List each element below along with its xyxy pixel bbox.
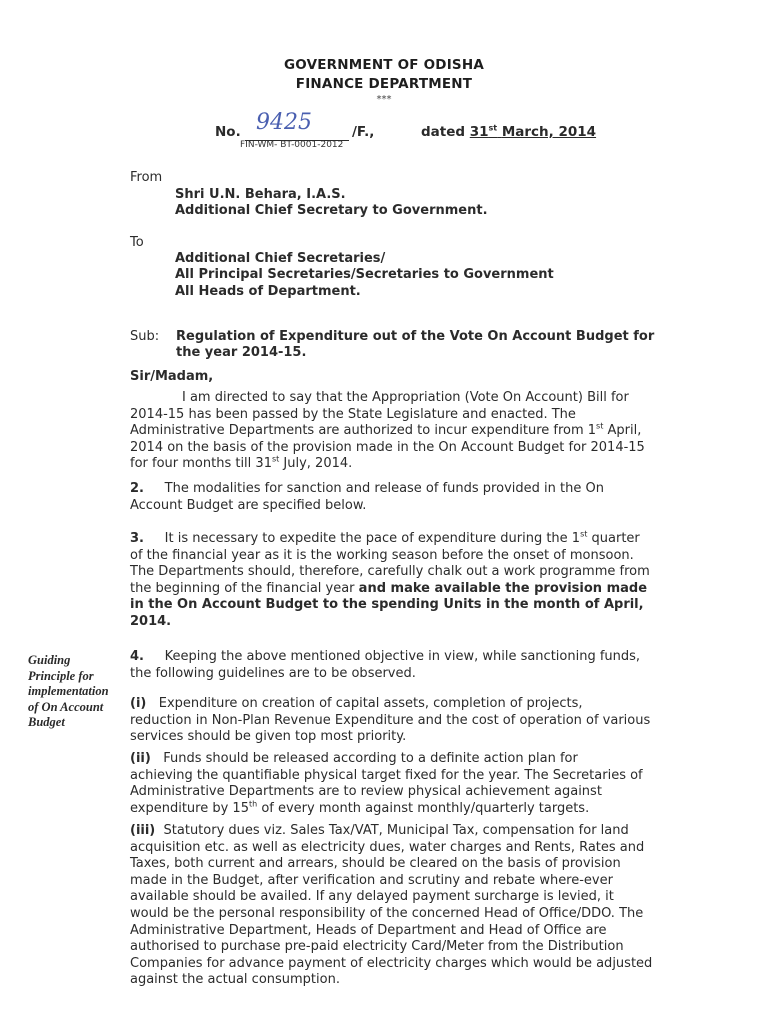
- file-code: FIN-WM- BT-0001-2012: [240, 140, 344, 150]
- to-line-2: All Principal Secretaries/Secretaries to Government: [175, 267, 554, 282]
- ref-no-label: No.: [215, 124, 241, 140]
- guideline-i: (i) Expenditure on creation of capital assets, completion of projects, reduction in Non-Plan Revenue Expenditure and the cost of operation of various services should be given top most priority.: [130, 696, 651, 745]
- subject-line-2: the year 2014-15.: [176, 345, 307, 360]
- dated-label: dated: [421, 124, 466, 140]
- paragraph-4: 4. Keeping the above mentioned objective in view, while sanctioning funds, the following guidelines are to be observed.: [130, 649, 641, 681]
- ref-suffix: /F.,: [352, 124, 375, 140]
- subject-line-1: Regulation of Expenditure out of the Vote On Account Budget for: [176, 329, 655, 344]
- from-name: Shri U.N. Behara, I.A.S.: [175, 187, 346, 202]
- to-line-3: All Heads of Department.: [175, 284, 361, 299]
- paragraph-1: I am directed to say that the Appropriation (Vote On Account) Bill for 2014-15 has been passed by the State Legislature and enacted. The Administrative Departments are authorized to incur expenditure from 1st April, 2014 on the basis of the provision made in the On Account Budget for 2014-15 for four months till 31st July, 2014.: [130, 390, 645, 472]
- paragraph-2: 2. The modalities for sanction and release of funds provided in the On Account Budget are specified below.: [130, 481, 604, 513]
- from-designation: Additional Chief Secretary to Government.: [175, 203, 488, 218]
- government-title: GOVERNMENT OF ODISHA: [284, 57, 484, 73]
- paragraph-3: 3. It is necessary to expedite the pace of expenditure during the 1st quarter of the financial year as it is the working season before the onset of monsoon. The Departments should, therefore, carefully chalk out a work programme from the beginning of the financial year and make available the provision made in the On Account Budget to the spending Units in the month of April, 2014.: [130, 529, 650, 629]
- ref-date: [421, 124, 596, 140]
- department-title: FINANCE DEPARTMENT: [295, 76, 473, 92]
- guideline-iii: (iii) Statutory dues viz. Sales Tax/VAT, Municipal Tax, compensation for land acquisition etc. as well as electricity dues, water charges and Rents, Rates and Taxes, both current and arrears, should be cleared on the basis of provision made in the Budget, after verification and scrutiny and rebate where-ever available should be availed. If any delayed payment surcharge is levied, it would be the personal responsibility of the concerned Head of Office/DDO. The Administrative Department, Heads of Department and Head of Office are authorised to purchase pre-paid electricity Card/Meter from the Distribution Companies for advance payment of electricity charges which would be adjusted against the actual consumption.: [130, 823, 653, 988]
- from-label: From: [130, 170, 163, 185]
- salutation: Sir/Madam,: [130, 369, 214, 384]
- header-stars: ***: [376, 94, 392, 105]
- handwritten-number: 9425: [256, 110, 312, 135]
- subject-label: Sub:: [130, 329, 160, 344]
- margin-note: Guiding Principle for implementation of On Account Budget: [28, 653, 109, 729]
- date-value: 31st March, 2014: [469, 123, 597, 140]
- to-label: To: [130, 235, 144, 250]
- to-line-1: Additional Chief Secretaries/: [175, 251, 386, 266]
- guideline-ii: (ii) Funds should be released according to a definite action plan for achieving the quantifiable physical target fixed for the year. The Secretaries of Administrative Departments are to review physical achievement against expenditure by 15th of every month against monthly/quarterly targets.: [130, 751, 643, 816]
